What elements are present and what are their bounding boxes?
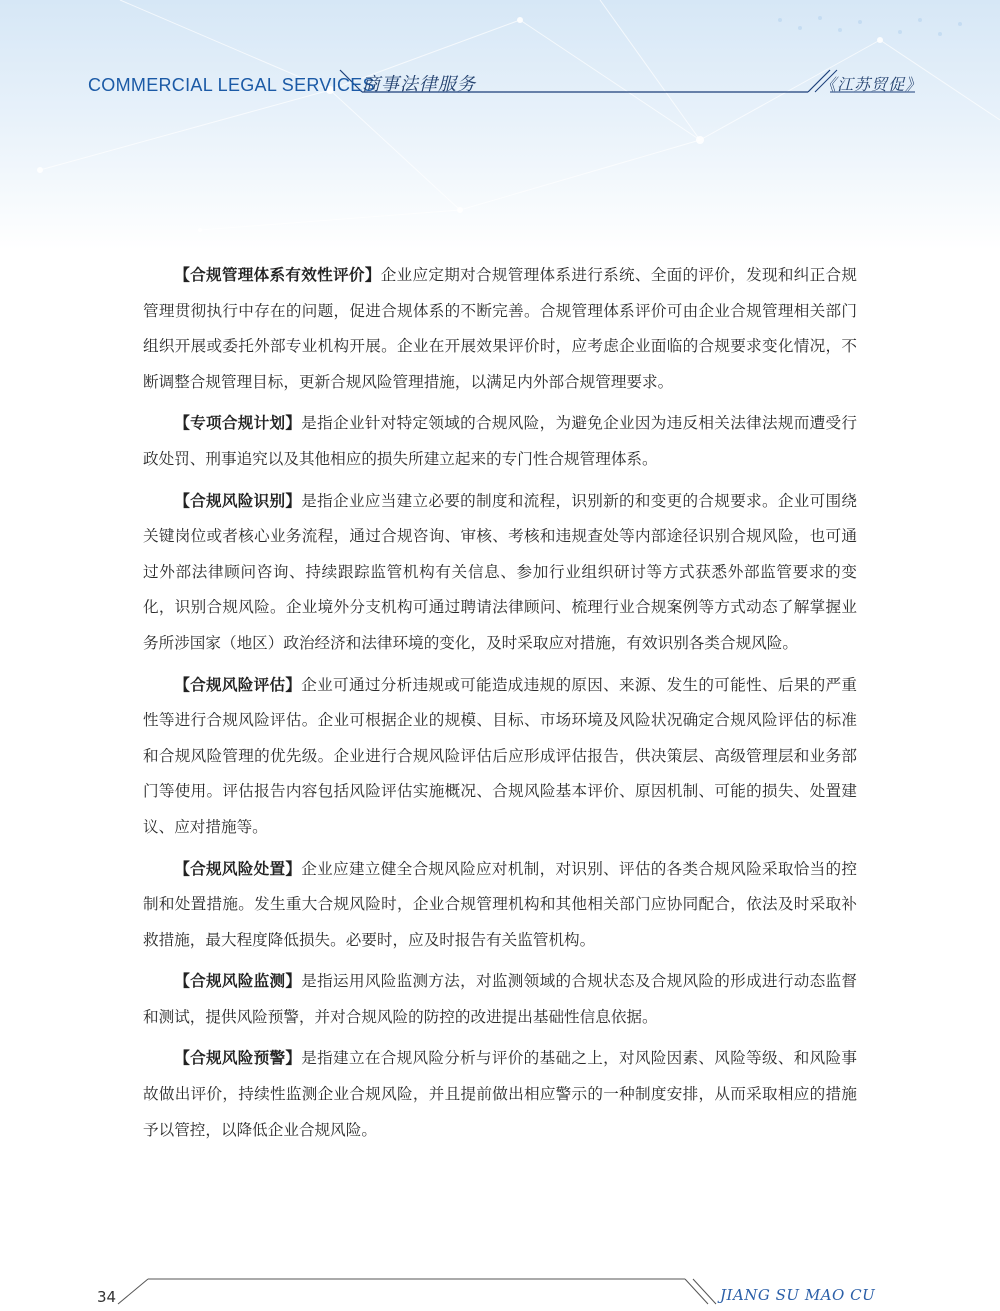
paragraph (143, 668, 857, 846)
paragraph (143, 1041, 857, 1148)
term-label: 【合规风险监测】 (174, 972, 302, 991)
paragraph (143, 964, 857, 1035)
page-number: 34 (97, 1288, 117, 1306)
term-label: 【合规风险评估】 (174, 675, 302, 694)
footer-magazine-name: JIANG SU MAO CU (720, 1286, 876, 1304)
paragraph (143, 406, 857, 477)
paragraph-text: 企业应建立健全合规风险应对机制，对识别、评估的各类合规风险采取恰当的控制和处置措施。发生重大合规风险时，企业合规管理机构和其他相关部门应协同配合，依法及时采取补救措施，最大程度降低损失。必要时，应及时报告有关监管机构。 (143, 859, 857, 949)
paragraph-text: 企业应定期对合规管理体系进行系统、全面的评价，发现和纠正合规管理贯彻执行中存在的问题，促进合规体系的不断完善。合规管理体系评价可由企业合规管理相关部门组织开展或委托外部专业机构开展。企业在开展效果评价时，应考虑企业面临的合规要求变化情况，不断调整合规管理目标，更新合规风险管理措施，以满足内外部合规管理要求。 (143, 266, 857, 391)
term-label: 【合规风险处置】 (174, 859, 302, 878)
paragraph-text: 是指企业应当建立必要的制度和流程，识别新的和变更的合规要求。企业可围绕关键岗位或者核心业务流程，通过合规咨询、审核、考核和违规查处等内部途径识别合规风险，也可通过外部法律顾问咨询、持续跟踪监管机构有关信息、参加行业组织研讨等方式获悉外部监管要求的变化，识别合规风险。企业境外分支机构可通过聘请法律顾问、梳理行业合规案例等方式动态了解掌握业务所涉国家（地区）政治经济和法律环境的变化，及时采取应对措施，有效识别各类合规风险。 (143, 491, 857, 652)
paragraph-text: 企业可通过分析违规或可能造成违规的原因、来源、发生的可能性、后果的严重性等进行合规风险评估。企业可根据企业的规模、目标、市场环境及风险状况确定合规风险评估的标准和合规风险管理的优先级。企业进行合规风险评估后应形成评估报告，供决策层、高级管理层和业务部门等使用。评估报告内容包括风险评估实施概况、合规风险基本评价、原因机制、可能的损失、处置建议、应对措施等。 (143, 675, 857, 836)
paragraph (143, 258, 857, 400)
section-title-cn: 商事法律服务 (362, 74, 476, 95)
paragraph-text: 是指建立在合规风险分析与评价的基础之上，对风险因素、风险等级、和风险事故做出评价，持续性监测企业合规风险，并且提前做出相应警示的一种制度安排，从而采取相应的措施予以管控，以降低企业合规风险。 (143, 1049, 857, 1139)
header-rule (0, 0, 1000, 250)
term-label: 【专项合规计划】 (174, 414, 302, 433)
term-label: 【合规风险预警】 (174, 1049, 302, 1068)
paragraph (143, 852, 857, 959)
header-banner (0, 0, 1000, 250)
term-label: 【合规风险识别】 (174, 491, 302, 510)
term-label: 【合规管理体系有效性评价】 (174, 266, 381, 284)
magazine-name: 《江苏贸促》 (820, 75, 923, 94)
paragraph-text: 是指企业针对特定领域的合规风险，为避免企业因为违反相关法律法规而遭受行政处罚、刑事追究以及其他相应的损失所建立起来的专门性合规管理体系。 (143, 414, 857, 468)
paragraph-text: 是指运用风险监测方法，对监测领域的合规状态及合规风险的形成进行动态监督和测试，提供风险预警，并对合规风险的防控的改进提出基础性信息依据。 (143, 972, 857, 1026)
paragraph (143, 484, 857, 662)
section-title-en: COMMERCIAL LEGAL SERVICES (88, 75, 375, 95)
article-body (143, 258, 857, 1154)
